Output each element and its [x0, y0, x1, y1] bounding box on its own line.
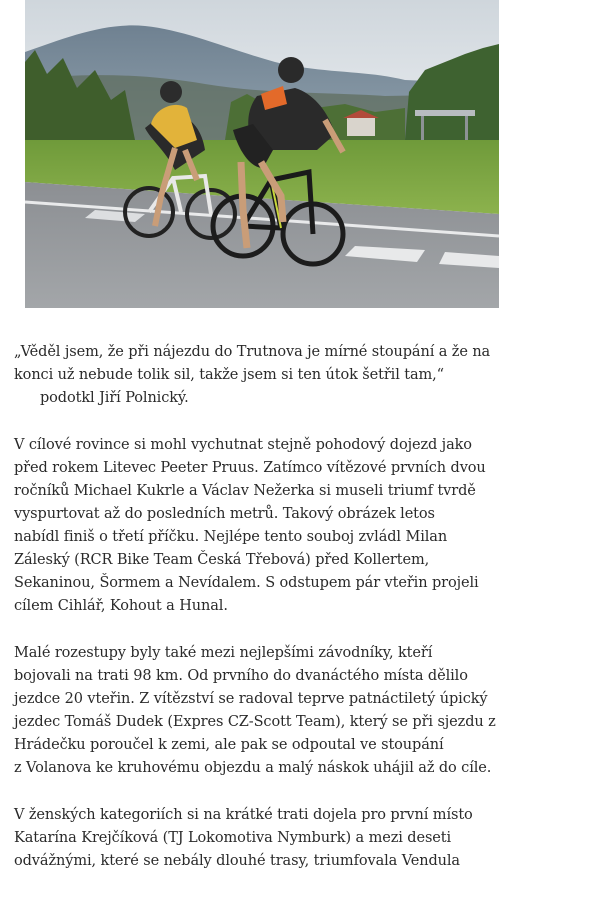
text-line: vyspurtovat až do posledních metrů. Takový obrázek letos: [14, 506, 435, 522]
text-line: „Věděl jsem, že při nájezdu do Trutnova je mírné stoupání a že na: [14, 344, 491, 360]
text-line: Záleský (RCR Bike Team Česká Třebová) před Kollertem,: [14, 552, 430, 568]
article-body: [14, 341, 500, 897]
text-line: V cílové rovince si mohl vychutnat stejně pohodový dojezd jako: [14, 437, 472, 453]
paragraph-finish: [14, 434, 500, 618]
text-line: před rokem Litevec Peeter Pruus. Zatímco vítězové prvních dvou: [14, 460, 486, 476]
text-line: cílem Cihlář, Kohout a Hunal.: [14, 598, 228, 614]
paragraph-women: [14, 804, 500, 873]
text-line: podotkl Jiří Polnický.: [40, 390, 189, 406]
text-line: Sekaninou, Šormem a Nevídalem. S odstupem pár vteřin projeli: [14, 575, 479, 591]
text-line: V ženských kategoriích si na krátké trati dojela pro první místo: [14, 807, 473, 823]
text-line: konci už nebude tolik sil, takže jsem si ten útok šetřil tam,“: [14, 367, 444, 383]
text-line: z Volanova ke kruhovému objezdu a malý náskok uhájil až do cíle.: [14, 760, 492, 776]
text-line: bojovali na trati 98 km. Od prvního do dvanáctého místa dělilo: [14, 668, 468, 684]
text-line: Hrádečku poroučel k zemi, ale pak se odpoutal ve stoupání: [14, 737, 444, 753]
text-line: nabídl finiš o třetí příčku. Nejlépe tento souboj zvládl Milan: [14, 529, 448, 545]
text-line: Katarína Krejčíková (TJ Lokomotiva Nymburk) a mezi deseti: [14, 830, 452, 846]
text-line: jezdec Tomáš Dudek (Expres CZ-Scott Team), který se při sjezdu z: [14, 714, 496, 730]
text-line: jezdce 20 vteřin. Z vítězství se radoval teprve patnáctiletý úpický: [14, 691, 488, 707]
paragraph-quote: [14, 341, 500, 410]
text-line: Malé rozestupy byly také mezi nejlepšími závodníky, kteří: [14, 645, 433, 661]
cyclists-photo: [25, 0, 499, 308]
paragraph-long-race: [14, 642, 500, 780]
text-line: ročníků Michael Kukrle a Václav Nežerka si museli triumf tvrdě: [14, 483, 476, 499]
text-line: odvážnými, které se nebály dlouhé trasy, triumfovala Vendula: [14, 853, 460, 869]
